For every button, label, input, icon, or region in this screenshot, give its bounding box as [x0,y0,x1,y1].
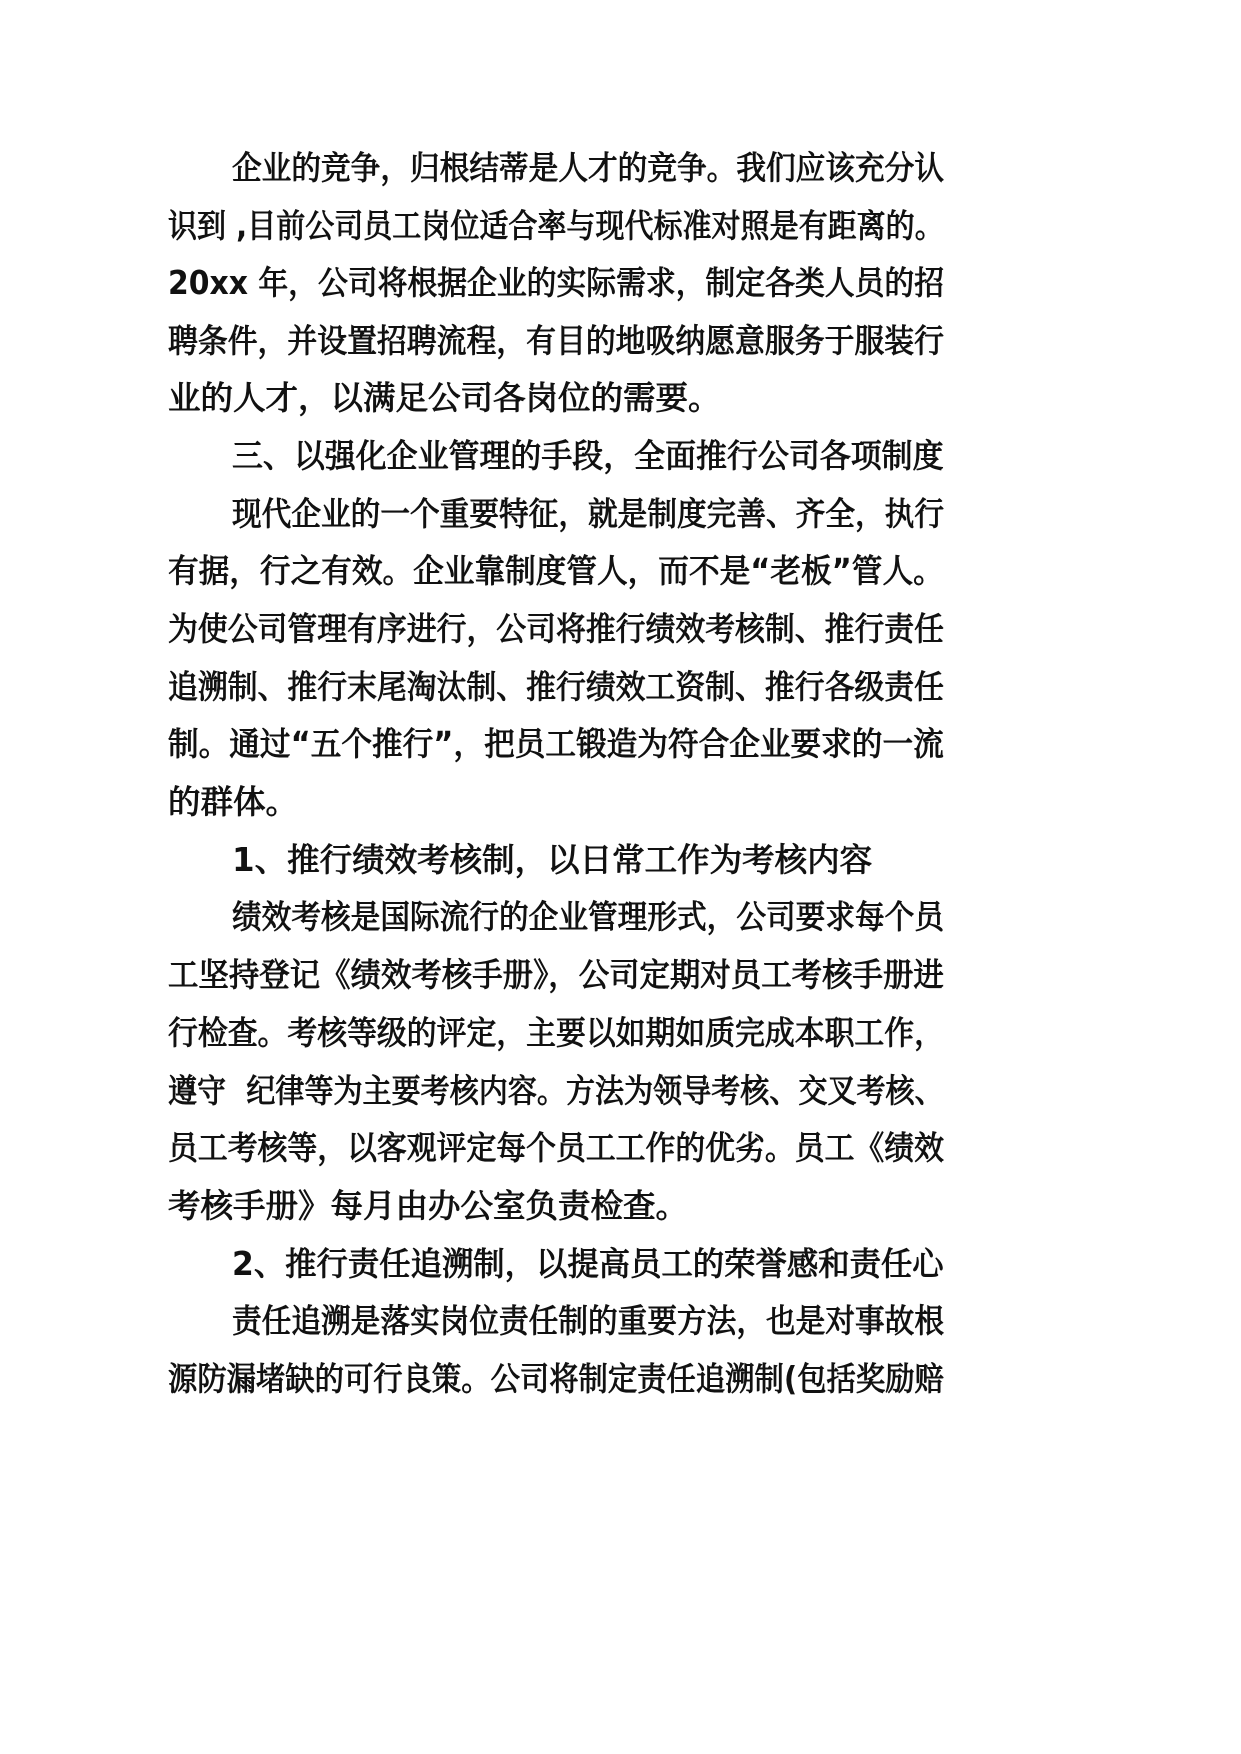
paragraph-line: 责任追溯是落实岗位责任制的重要方法，也是对事故根 [232,1302,944,1340]
paragraph-line: 20xx 年，公司将根据企业的实际需求，制定各类人员的招 [168,264,945,302]
paragraph-line: 工坚持登记《绩效考核手册》，公司定期对员工考核手册进 [168,956,944,994]
paragraph-line: 业的人才，以满足公司各岗位的需要。 [168,379,721,417]
paragraph-line: 追溯制、推行末尾淘汰制、推行绩效工资制、推行各级责任 [168,668,944,706]
paragraph-line: 行检查。考核等级的评定，主要以如期如质完成本职工作， [168,1014,944,1052]
paragraph-line: 遵守 纪律等为主要考核内容。方法为领导考核、交叉考核、 [168,1072,944,1110]
paragraph-line: 现代企业的一个重要特征，就是制度完善、齐全，执行 [232,495,944,533]
subsection-heading: 1、推行绩效考核制，以日常工作为考核内容 [232,841,873,879]
paragraph-line: 考核手册》每月由办公室负责检查。 [168,1187,689,1225]
paragraph-line: 绩效考核是国际流行的企业管理形式，公司要求每个员 [232,898,944,936]
paragraph-line: 识到 ,目前公司员工岗位适合率与现代标准对照是有距离的。 [168,207,944,245]
paragraph-line: 的群体。 [168,783,299,821]
paragraph-line: 为使公司管理有序进行，公司将推行绩效考核制、推行责任 [168,610,944,648]
paragraph-line: 企业的竞争，归根结蒂是人才的竞争。我们应该充分认 [232,149,944,187]
paragraph-line: 聘条件，并设置招聘流程，有目的地吸纳愿意服务于服装行 [168,322,944,360]
paragraph-line: 员工考核等，以客观评定每个员工工作的优劣。员工《绩效 [168,1129,944,1167]
subsection-heading: 2、推行责任追溯制，以提高员工的荣誉感和责任心 [232,1245,944,1283]
paragraph-line: 有据，行之有效。企业靠制度管人，而不是“老板”管人。 [168,552,944,590]
paragraph-line: 源防漏堵缺的可行良策。公司将制定责任追溯制(包括奖励赔 [168,1360,944,1398]
section-heading: 三、以强化企业管理的手段，全面推行公司各项制度 [232,437,944,475]
paragraph-line: 制。通过“五个推行”，把员工锻造为符合企业要求的一流 [168,725,944,763]
